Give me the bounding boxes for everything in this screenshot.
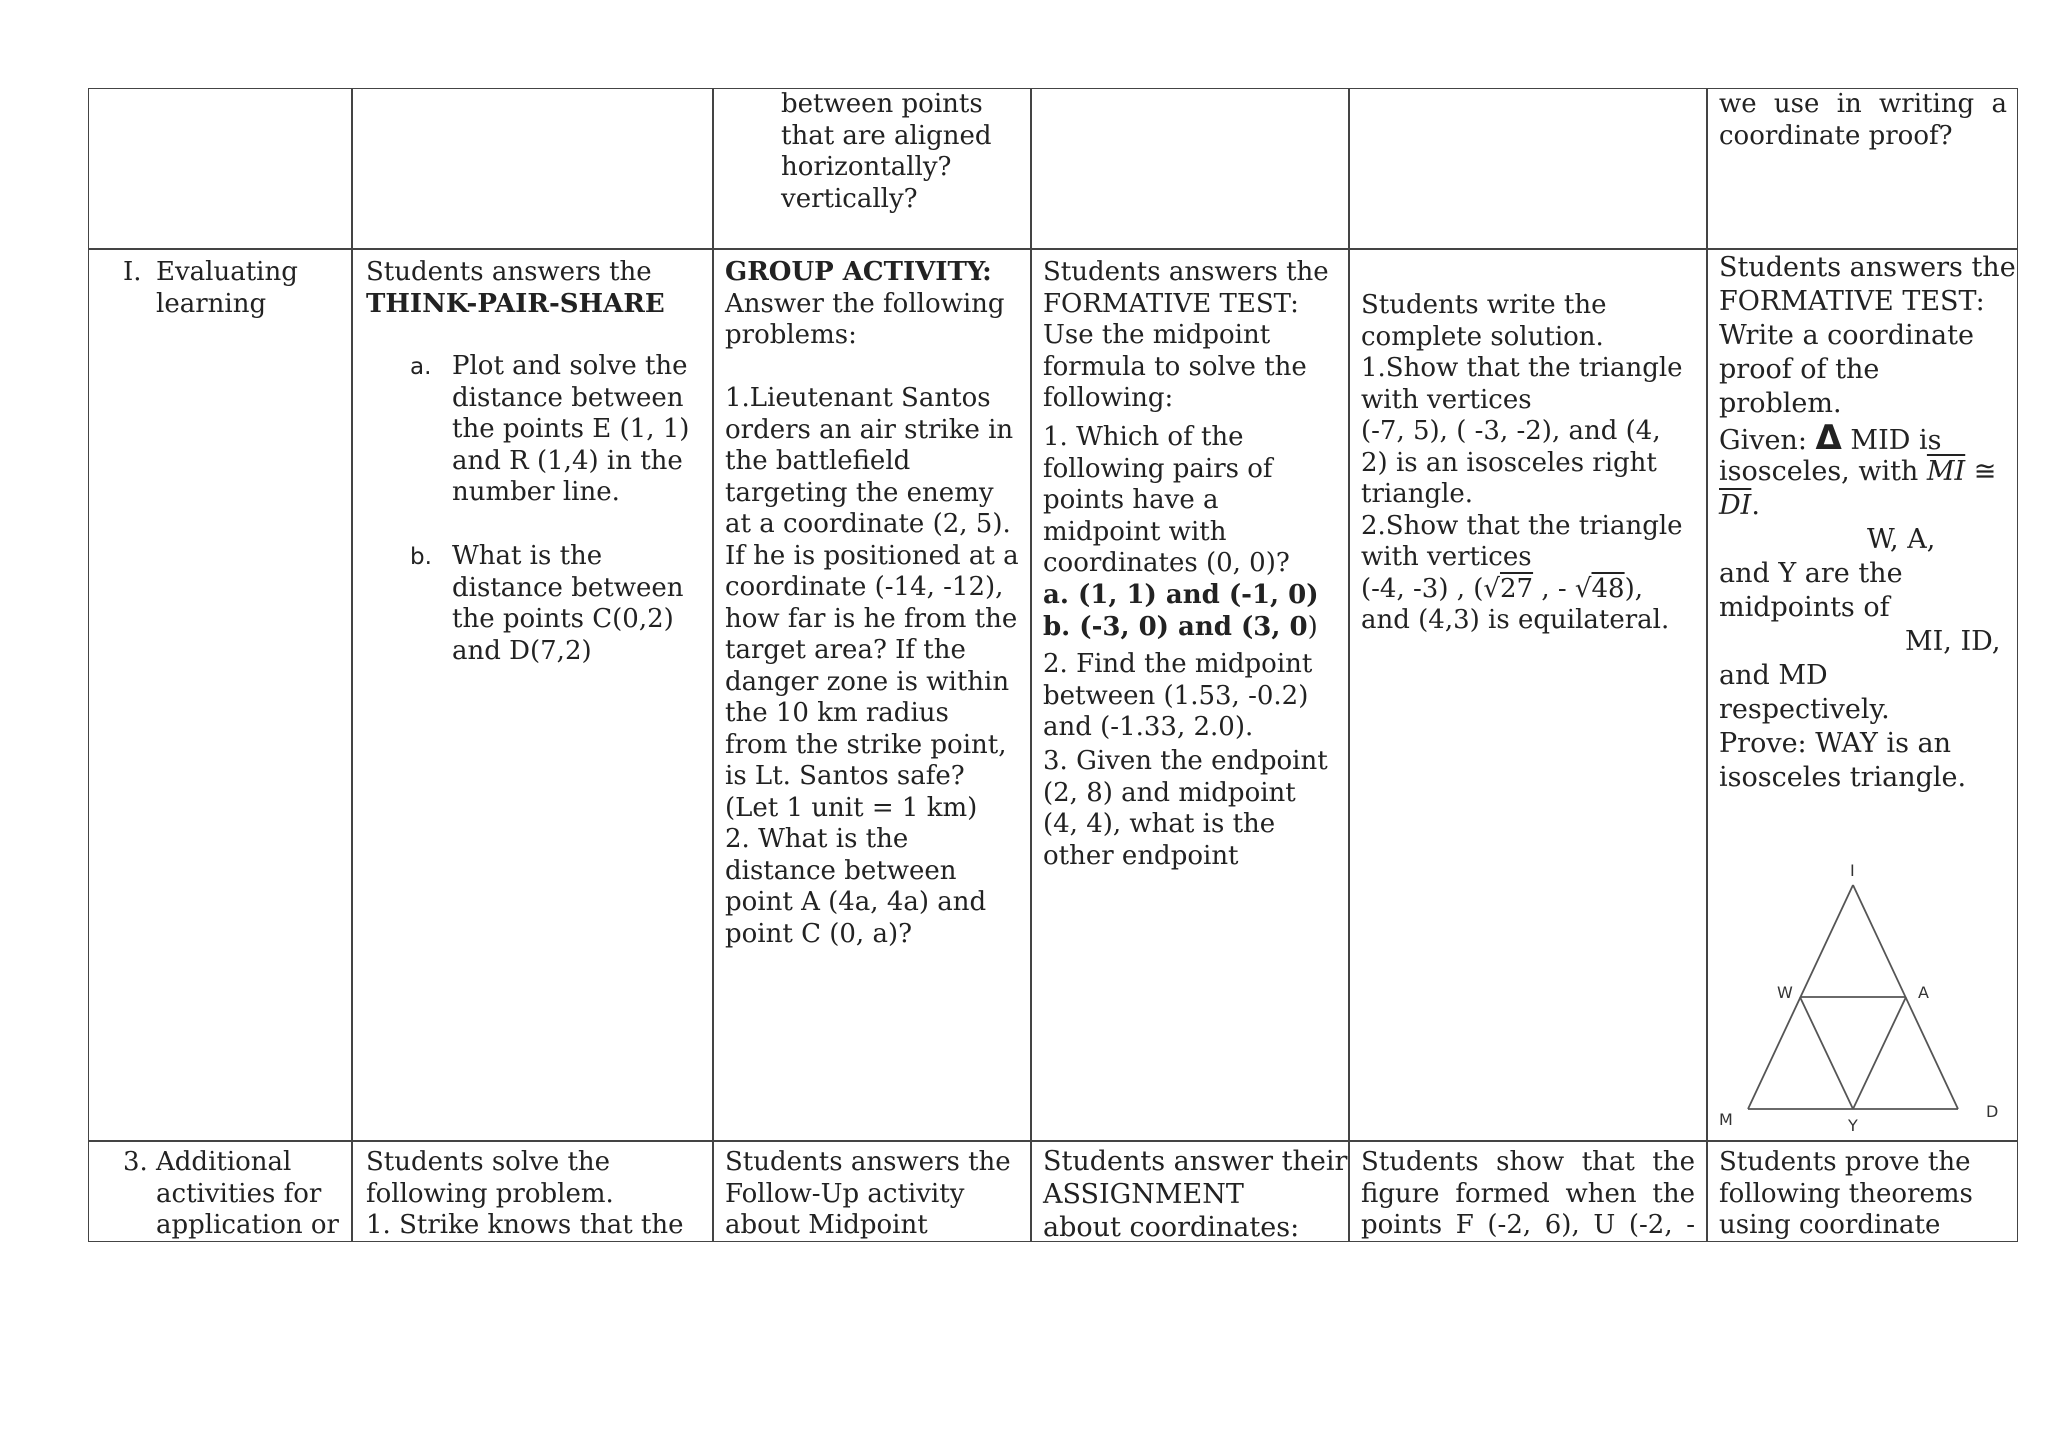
radical-prefix: (-4, -3) , (√ [1361, 573, 1500, 604]
additional-row-col2 [351, 1140, 714, 1242]
additional-label-line: application or [156, 1210, 339, 1240]
solution-line: 2.Show that the triangle [1361, 510, 1683, 541]
additional-line: ASSIGNMENT [1043, 1179, 1244, 1210]
segments-line: MI, ID, [1905, 626, 2001, 657]
eval-row-col2 [351, 248, 714, 1142]
period: . [1751, 490, 1760, 521]
solution-line: triangle. [1361, 479, 1474, 509]
additional-row-col6 [1706, 1140, 2018, 1242]
group-activity-line: 2. What is the [725, 824, 909, 854]
lesson-plan-table [88, 88, 2018, 1242]
eval-row-col5 [1348, 248, 1708, 1142]
option-b-text: b. (-3, 0) and (3, 0 [1043, 611, 1308, 642]
eval-col2-b-line: What is the [452, 541, 603, 571]
question-1-line: coordinates (0, 0)? [1043, 548, 1290, 578]
option-a: a. (1, 1) and (-1, 0) [1043, 580, 1319, 610]
formative-intro-line: Use the midpoint [1043, 320, 1271, 350]
additional-row-label-cell [88, 1140, 353, 1242]
additional-label-line: activities for [156, 1178, 322, 1209]
additional-row-col5 [1348, 1140, 1708, 1242]
list-marker-b: b. [410, 544, 432, 570]
vertex-label-d: D [1986, 1102, 1999, 1121]
group-activity-line: 1.Lieutenant Santos [725, 383, 991, 413]
additional-line: points F (-2, 6), U (-2, - [1361, 1210, 1695, 1240]
solution-line: (-7, 5), ( -3, -2), and (4, [1361, 416, 1661, 446]
eval-row-label-cell [88, 248, 353, 1142]
question-1-line: points have a [1043, 485, 1219, 515]
additional-line: following problem. [366, 1178, 614, 1209]
proof-line: and Y are the [1719, 558, 1903, 589]
additional-line: using coordinate [1719, 1210, 1941, 1240]
radical-vertices-line [1361, 574, 1643, 606]
group-activity-line: how far is he from the [725, 603, 1018, 634]
group-activity-line: targeting the enemy [725, 477, 994, 508]
segment-di-line [1719, 489, 1760, 523]
top-row-col6 [1706, 88, 2018, 250]
group-activity-line: (Let 1 unit = 1 km) [725, 792, 978, 823]
eval-label-line: learning [156, 288, 267, 319]
eval-col2-intro: Students answers the [366, 257, 652, 287]
group-activity-heading: GROUP ACTIVITY: [725, 257, 992, 287]
group-activity-line: the battlefield [725, 446, 911, 476]
vertex-label-w: W [1777, 983, 1793, 1002]
vertex-label-a: A [1918, 983, 1929, 1002]
solution-last-line: and (4,3) is equilateral. [1361, 605, 1670, 635]
group-activity-line: point A (4a, 4a) and [725, 887, 987, 917]
additional-line: about Midpoint [725, 1210, 928, 1240]
proof-line: midpoints of [1719, 592, 1890, 623]
group-activity-line: the 10 km radius [725, 698, 949, 728]
formative-intro-line: Students answers the [1043, 257, 1329, 287]
group-activity-line: from the strike point, [725, 729, 1007, 760]
proof-line: Students answers the [1719, 252, 2016, 283]
eval-col2-a-line: the points E (1, 1) [452, 414, 690, 444]
additional-line: Students answers the [725, 1147, 1011, 1177]
radicand-a: 27 [1499, 573, 1534, 604]
segment-mi: $\overline{MI}$ [1926, 456, 1966, 487]
question-1-line: midpoint with [1043, 516, 1227, 547]
eval-col2-a-line: Plot and solve the [452, 351, 688, 381]
group-activity-line: point C (0, a)? [725, 918, 913, 949]
question-3-line: (4, 4), what is the [1043, 809, 1276, 839]
group-activity-line: problems: [725, 320, 857, 350]
additional-line: following theorems [1719, 1178, 1973, 1209]
midpoints-names: W, A, [1867, 524, 1936, 555]
top-col6-line: we use in writing a [1719, 89, 2007, 119]
group-activity-line: Answer the following [725, 288, 1005, 319]
top-col3-line: horizontally? [781, 152, 952, 182]
list-marker-a: a. [410, 354, 432, 380]
top-row-col5 [1348, 88, 1708, 250]
additional-line: about coordinates: [1043, 1212, 1300, 1242]
top-row-col4 [1030, 88, 1350, 250]
group-activity-line: danger zone is within [725, 666, 1010, 697]
triangle-symbol: Δ [1815, 418, 1842, 458]
group-activity-line: at a coordinate (2, 5). [725, 509, 1011, 539]
eval-col2-think-pair-share: THINK-PAIR-SHARE [366, 288, 665, 319]
group-activity-line: coordinate (-14, -12), [725, 572, 1004, 602]
vertex-label-y: Y [1848, 1116, 1858, 1135]
congruent-symbol: ≅ [1965, 456, 1997, 487]
top-row-col3 [712, 88, 1032, 250]
additional-line: Students solve the [366, 1147, 611, 1177]
vertex-label-i: I [1850, 861, 1855, 880]
group-activity-line: orders an air strike in [725, 414, 1014, 445]
group-activity-line: If he is positioned at a [725, 540, 1019, 571]
option-b [1043, 612, 1318, 644]
additional-line: 1. Strike knows that the [366, 1210, 684, 1240]
solution-line: with vertices [1361, 384, 1532, 415]
formative-intro-line: following: [1043, 383, 1174, 413]
additional-line: figure formed when the [1361, 1178, 1695, 1209]
top-row-col2 [351, 88, 714, 250]
solution-line: Students write the [1361, 290, 1607, 320]
question-1-line: following pairs of [1043, 453, 1273, 484]
eval-label-number: I. [123, 257, 142, 287]
top-col3-line: between points [781, 89, 983, 119]
additional-label-line: Additional [156, 1147, 292, 1177]
question-2-line: and (-1.33, 2.0). [1043, 712, 1254, 742]
top-row-col1 [88, 88, 353, 250]
top-col3-line: vertically? [781, 183, 918, 214]
proof-line: problem. [1719, 388, 1842, 419]
radicand-b: 48 [1591, 573, 1625, 604]
eval-col2-b-line: the points C(0,2) [452, 604, 674, 634]
additional-line: Students prove the [1719, 1147, 1971, 1177]
solution-line: complete solution. [1361, 321, 1604, 352]
eval-col2-a-line: number line. [452, 477, 620, 507]
eval-col2-a-line: distance between [452, 382, 684, 413]
radical-suffix: ), [1624, 573, 1644, 604]
additional-row-col3 [712, 1140, 1032, 1242]
segment-ay [1853, 997, 1906, 1109]
additional-line: Students answer their [1043, 1146, 1348, 1177]
formative-intro-line: FORMATIVE TEST: [1043, 288, 1299, 319]
given-label: Given: [1719, 425, 1816, 456]
additional-label-number: 3. [123, 1147, 148, 1177]
proof-line: isosceles triangle. [1719, 762, 1967, 793]
question-3-line: (2, 8) and midpoint [1043, 777, 1296, 808]
eval-col2-b-line: and D(7,2) [452, 635, 592, 666]
solution-line: 2) is an isosceles right [1361, 447, 1657, 478]
question-3-line: other endpoint [1043, 840, 1239, 871]
group-activity-line: is Lt. Santos safe? [725, 761, 965, 791]
vertex-label-m: M [1719, 1110, 1733, 1129]
radical-mid: , - √ [1533, 573, 1592, 604]
question-3-line: 3. Given the endpoint [1043, 746, 1328, 776]
eval-row-col3 [712, 248, 1032, 1142]
eval-row-col6 [1706, 248, 2018, 1142]
eval-col2-b-line: distance between [452, 572, 684, 603]
proof-line: FORMATIVE TEST: [1719, 286, 1985, 317]
isosceles-line [1719, 455, 1996, 489]
additional-line: Students show that the [1361, 1147, 1695, 1177]
eval-col2-a-line: and R (1,4) in the [452, 445, 683, 476]
proof-line: respectively. [1719, 694, 1890, 725]
triangle-figure [1707, 809, 2018, 1139]
question-2-line: between (1.53, -0.2) [1043, 680, 1309, 711]
proof-line: Write a coordinate [1719, 320, 1974, 351]
eval-row-col4 [1030, 248, 1350, 1142]
solution-line: with vertices [1361, 542, 1532, 572]
formative-intro-line: formula to solve the [1043, 351, 1307, 382]
segment-di: $\overline{DI}$ [1719, 490, 1752, 521]
additional-row-col4 [1030, 1140, 1350, 1242]
isosceles-text: isosceles, with [1719, 456, 1927, 487]
top-col3-line: that are aligned [781, 120, 992, 151]
given-rest: MID is [1841, 425, 1942, 456]
group-activity-line: distance between [725, 855, 957, 886]
eval-label-line: Evaluating [156, 257, 298, 287]
proof-line: proof of the [1719, 354, 1880, 385]
group-activity-line: target area? If the [725, 635, 966, 665]
solution-line: 1.Show that the triangle [1361, 353, 1683, 383]
top-col6-line: coordinate proof? [1719, 120, 1953, 151]
question-2-line: 2. Find the midpoint [1043, 649, 1313, 679]
given-line [1719, 418, 1942, 458]
option-b-paren: ) [1307, 611, 1318, 642]
question-1-line: 1. Which of the [1043, 422, 1244, 452]
additional-line: Follow-Up activity [725, 1178, 965, 1209]
segment-wy [1800, 997, 1853, 1109]
proof-line: and MD [1719, 660, 1828, 691]
proof-line: Prove: WAY is an [1719, 728, 1952, 759]
